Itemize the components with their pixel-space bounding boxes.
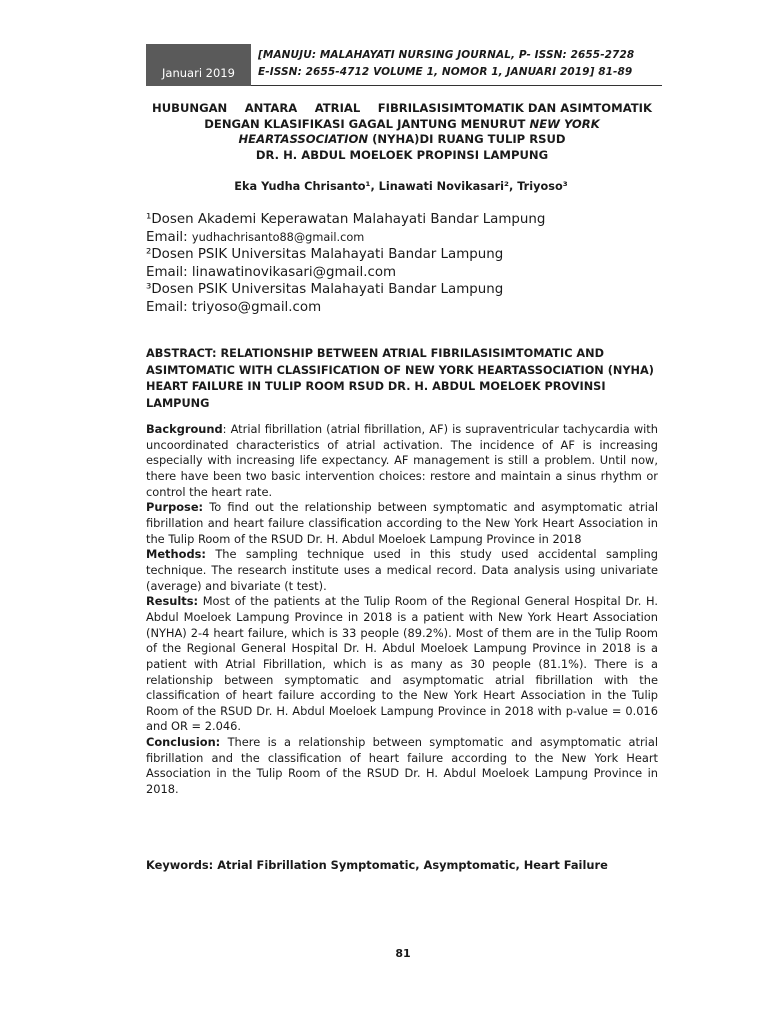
- section-text: Atrial fibrillation (atrial fibrillation, AF) is supraventricular tachycardia with uncoordinated characteristics of atrial activation. The incidence of AF is increasing especially with increasing life expectancy. AF management is still a problem. Until now, there have been two basic intervention choices: restore and maintain a sinus rhythm or control the heart rate.: [146, 422, 658, 499]
- header-divider: [251, 85, 662, 86]
- title-text: (NYHA)DI RUANG TULIP RSUD: [368, 132, 566, 146]
- title-italic-text: NEW YORK: [529, 116, 600, 131]
- section-label: Results:: [146, 594, 199, 609]
- section-text: The sampling technique used in this study used accidental sampling technique. The research institute uses a medical record. Data analysis using univariate (average) and bivariate (t test).: [146, 547, 658, 593]
- abstract-section-purpose: [146, 500, 658, 547]
- page-number: 81: [395, 947, 411, 960]
- journal-header: [258, 47, 658, 81]
- affiliation-line: ²Dosen PSIK Universitas Malahayati Bandar Lampung: [146, 247, 504, 262]
- title-line-3: [140, 132, 664, 148]
- email-label: Email:: [146, 229, 192, 245]
- affiliation-email-line: [146, 229, 666, 247]
- abstract-section-methods: [146, 547, 658, 594]
- section-separator: :: [222, 422, 231, 436]
- section-label: Methods:: [146, 547, 206, 562]
- section-text: To find out the relationship between symptomatic and asymptomatic atrial fibrillation and heart failure classification according to the New York Heart Association in the Tulip Room of the RSUD Dr. H. Abdul Moeloek Lampung Province in 2018: [146, 500, 658, 546]
- author-list: Eka Yudha Chrisanto¹, Linawati Novikasari², Triyoso³: [234, 180, 568, 193]
- abstract-body: [146, 422, 658, 798]
- title-italic-text: HEARTASSOCIATION: [238, 132, 369, 146]
- keywords: Keywords: Atrial Fibrillation Symptomatic, Asymptomatic, Heart Failure: [146, 858, 608, 872]
- title-word: ANTARA: [244, 101, 298, 115]
- section-text: There is a relationship between symptomatic and asymptomatic atrial fibrillation and the classification of heart failure according to the New York Heart Association in the Tulip Room of the RSUD Dr. H. Abdul Moeloek Lampung Province in 2018.: [146, 735, 658, 797]
- section-label: Purpose:: [146, 500, 204, 515]
- section-label: Conclusion:: [146, 735, 221, 750]
- section-label: Background: [146, 422, 223, 436]
- title-word: FIBRILASISIMTOMATIK DAN ASIMTOMATIK: [377, 101, 652, 115]
- section-separator: [206, 547, 215, 561]
- affiliations: [146, 211, 666, 316]
- affiliation-email-line: Email: linawatinovikasari@gmail.com: [146, 264, 397, 280]
- title-text: DENGAN KLASIFIKASI GAGAL JANTUNG MENURUT: [204, 116, 530, 131]
- abstract-title: ABSTRACT: RELATIONSHIP BETWEEN ATRIAL FIBRILASISIMTOMATIC AND ASIMTOMATIC WITH CLASSIFICATION OF NEW YORK HEARTASSOCIATION (NYHA) HEART FAILURE IN TULIP ROOM RSUD DR. H. ABDUL MOELOEK PROVINSI LAMPUNG: [146, 347, 654, 410]
- journal-header-line2: E-ISSN: 2655-4712 VOLUME 1, NOMOR 1, JANUARI 2019] 81-89: [258, 66, 633, 78]
- issue-date-box: [146, 44, 251, 86]
- abstract-section-results: [146, 594, 658, 735]
- affiliation-email-line: Email: triyoso@gmail.com: [146, 299, 322, 315]
- title-line-1: [152, 101, 652, 117]
- section-text: Most of the patients at the Tulip Room of the Regional General Hospital Dr. H. Abdul Moeloek Lampung Province in 2018 is a patient with New York Heart Association (NYHA) 2-4 heart failure, which is 33 people (89.2%). Most of them are in the Tulip Room of the Regional General Hospital Dr. H. Abdul Moeloek Lampung Province in 2018 is a patient with Atrial Fibrillation, which is as many as 30 people (81.1%). There is a relationship between symptomatic and asymptomatic atrial fibrillation with the classification of heart failure according to the New York Heart Association in the Tulip Room of the RSUD Dr. H. Abdul Moeloek Lampung Province in 2018 with p-value = 0.016 and OR = 2.046.: [146, 594, 658, 734]
- affiliation-line: ¹Dosen Akademi Keperawatan Malahayati Bandar Lampung: [146, 212, 546, 227]
- journal-header-line1: [MANUJU: MALAHAYATI NURSING JOURNAL, P- ISSN: 2655-2728: [258, 49, 635, 61]
- abstract-section-background: [146, 422, 658, 500]
- paper-title: [140, 101, 664, 163]
- title-line-2: [140, 117, 664, 133]
- affiliation-line: ³Dosen PSIK Universitas Malahayati Bandar Lampung: [146, 282, 504, 297]
- issue-date: Januari 2019: [162, 66, 235, 80]
- title-line-4: DR. H. ABDUL MOELOEK PROPINSI LAMPUNG: [255, 147, 549, 162]
- title-word: ATRIAL: [314, 101, 361, 115]
- abstract-section-conclusion: [146, 735, 658, 798]
- title-word: HUBUNGAN: [152, 101, 228, 115]
- email-address: yudhachrisanto88@gmail.com: [191, 230, 365, 244]
- section-separator: [220, 735, 227, 749]
